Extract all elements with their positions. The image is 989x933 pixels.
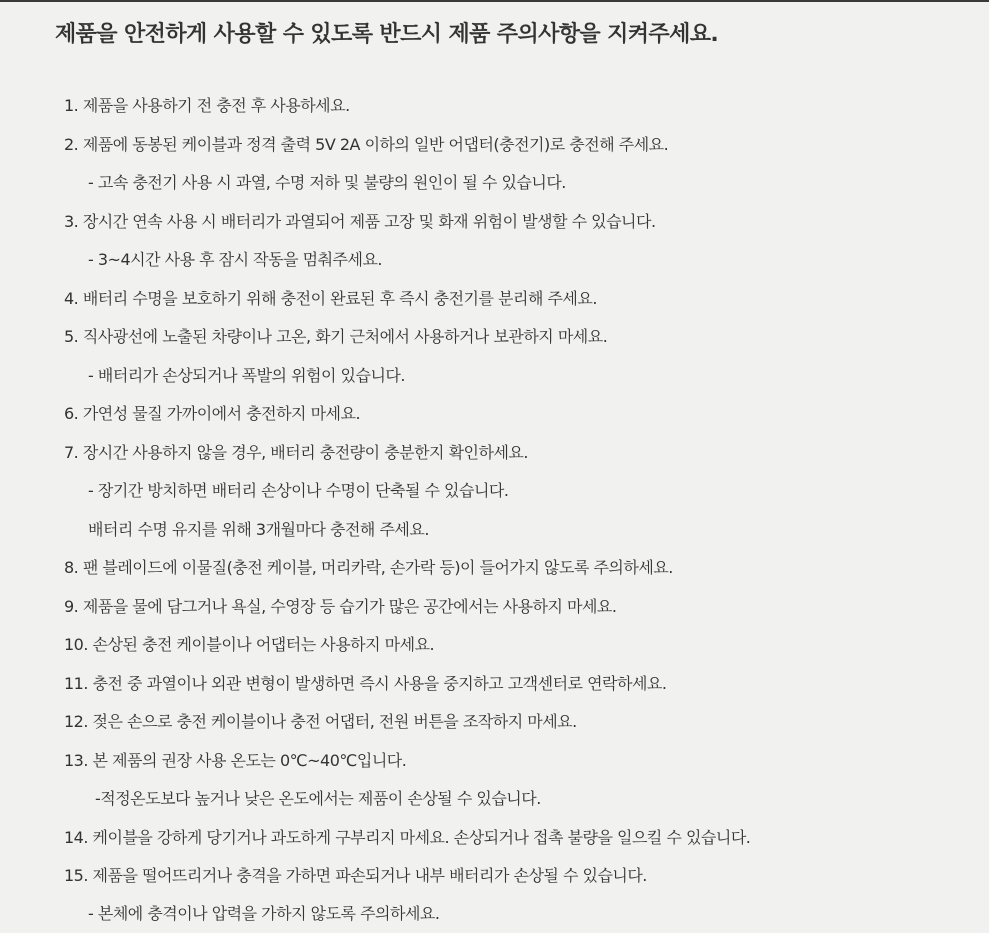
caution-item-7-note-2: 배터리 수명 유지를 위해 3개월마다 충전해 주세요. [88,520,429,539]
caution-item-7: 7. 장시간 사용하지 않을 경우, 배터리 충전량이 충분한지 확인하세요. [64,443,528,462]
caution-item-3-note: - 3~4시간 사용 후 잠시 작동을 멈춰주세요. [88,250,382,269]
caution-item-2-note: - 고속 충전기 사용 시 과열, 수명 저하 및 불량의 원인이 될 수 있습니다. [88,173,566,192]
caution-item-4: 4. 배터리 수명을 보호하기 위해 충전이 완료된 후 즉시 충전기를 분리해 주세요. [64,289,597,308]
caution-item-14: 14. 케이블을 강하게 당기거나 과도하게 구부리지 마세요. 손상되거나 접촉 불량을 일으킬 수 있습니다. [64,828,751,847]
caution-item-1: 1. 제품을 사용하기 전 충전 후 사용하세요. [64,96,350,115]
caution-item-3: 3. 장시간 연속 사용 시 배터리가 과열되어 제품 고장 및 화재 위험이 발생할 수 있습니다. [64,212,656,231]
caution-item-13-note: -적정온도보다 높거나 낮은 온도에서는 제품이 손상될 수 있습니다. [95,789,541,808]
caution-item-7-note: - 장기간 방치하면 배터리 손상이나 수명이 단축될 수 있습니다. [88,481,509,500]
caution-item-11: 11. 충전 중 과열이나 외관 변형이 발생하면 즉시 사용을 중지하고 고객센터로 연락하세요. [64,674,667,693]
caution-item-10: 10. 손상된 충전 케이블이나 어댑터는 사용하지 마세요. [64,635,435,654]
page-title: 제품을 안전하게 사용할 수 있도록 반드시 제품 주의사항을 지켜주세요. [55,22,719,47]
caution-item-12: 12. 젖은 손으로 충전 케이블이나 충전 어댑터, 전원 버튼을 조작하지 마세요. [64,712,577,731]
caution-item-8: 8. 팬 블레이드에 이물질(충전 케이블, 머리카락, 손가락 등)이 들어가지 않도록 주의하세요. [64,558,673,577]
caution-item-9: 9. 제품을 물에 담그거나 욕실, 수영장 등 습기가 많은 공간에서는 사용하지 마세요. [64,597,617,616]
top-divider [0,0,989,2]
caution-item-6: 6. 가연성 물질 가까이에서 충전하지 마세요. [64,404,361,423]
caution-item-5: 5. 직사광선에 노출된 차량이나 고온, 화기 근처에서 사용하거나 보관하지 마세요. [64,327,608,346]
caution-item-13: 13. 본 제품의 권장 사용 온도는 0℃~40℃입니다. [64,751,407,770]
caution-item-5-note: - 배터리가 손상되거나 폭발의 위험이 있습니다. [88,366,405,385]
caution-item-15: 15. 제품을 떨어뜨리거나 충격을 가하면 파손되거나 내부 배터리가 손상될 수 있습니다. [64,866,647,885]
caution-item-2: 2. 제품에 동봉된 케이블과 정격 출력 5V 2A 이하의 일반 어댑터(충전기)로 충전해 주세요. [64,135,669,154]
caution-item-15-note: - 본체에 충격이나 압력을 가하지 않도록 주의하세요. [88,904,440,923]
